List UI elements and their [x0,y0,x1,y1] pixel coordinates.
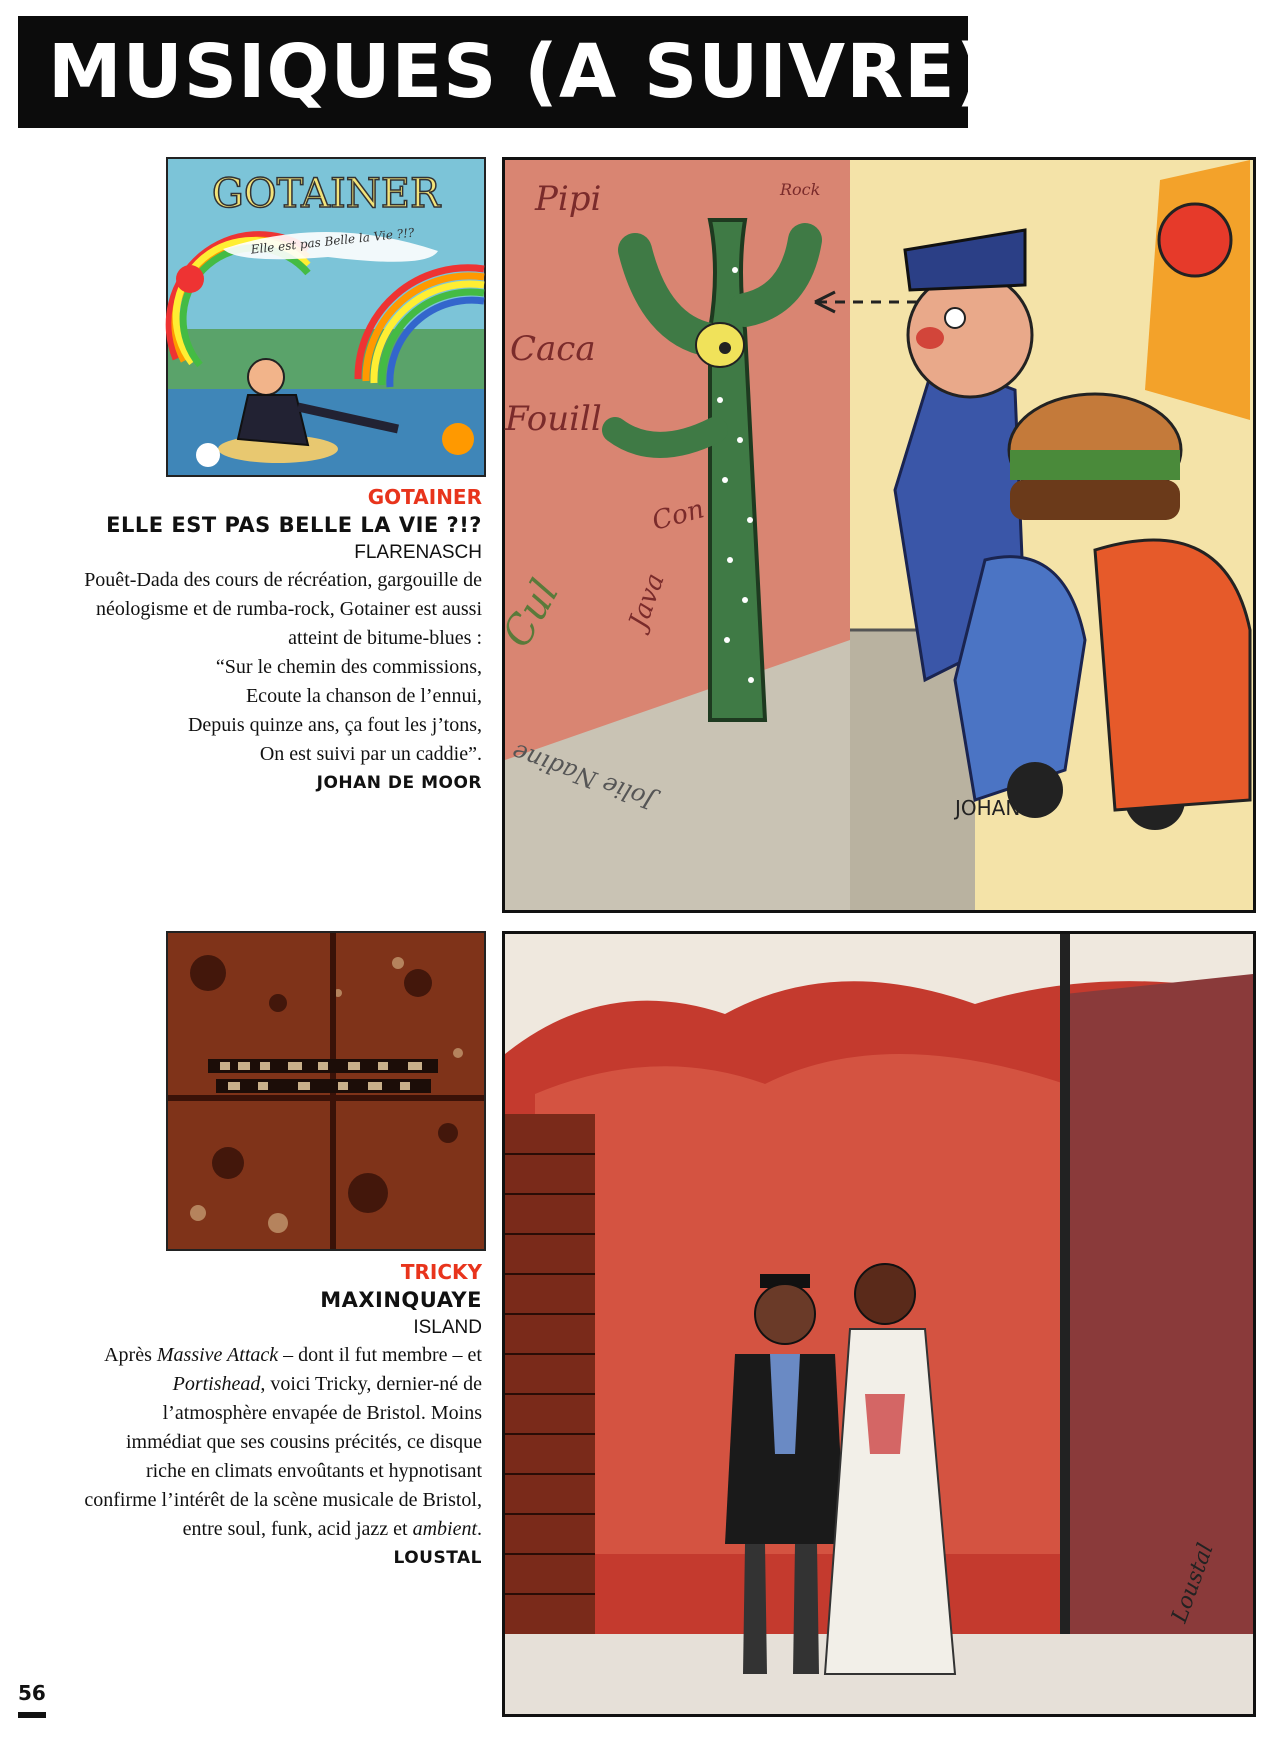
review-artist: TRICKY [400,1260,482,1284]
illustration-signature-johan: JOHAN [955,796,1021,820]
review-album-title: MAXINQUAYE [320,1288,482,1312]
album-cover-gotainer [166,157,486,477]
graffiti-fouill: Fouill [505,399,602,439]
review-body-line: Portishead, voici Tricky, dernier-né de [172,1373,482,1395]
illustration-gotainer [493,157,1256,913]
review-credit: JOHAN DE MOOR [316,773,482,793]
brick-wall [505,1114,595,1674]
review-record-label: FLARENASCH [354,542,482,563]
review-body-line: immédiat que ses cousins précités, ce disque [125,1431,482,1453]
review-credit: LOUSTAL [393,1548,482,1568]
illustration-signature-loustal: Loustal [1167,1540,1219,1627]
graffiti-cul: Cul [493,572,569,655]
review-record-label: ISLAND [413,1317,482,1338]
header-bar [18,16,991,128]
review-body-line: atteint de bitume-blues : [288,627,482,649]
page-number: 56 [18,1681,46,1705]
review-album-title: ELLE EST PAS BELLE LA VIE ?!? [106,513,482,537]
graffiti-jolie-nadine: Jolie Nadine [508,737,659,815]
review-body-line: Depuis quinze ans, ça fout les j’tons, [187,714,482,736]
review-artist: GOTAINER [367,485,482,509]
review-body-line: “Sur le chemin des commissions, [215,656,482,678]
graffiti-pipi: Pipi [535,179,602,219]
review-body-line: Ecoute la chanson de l’ennui, [245,685,482,707]
cover-subtitle: Elle est pas Belle la Vie ?!? [250,225,416,257]
cover-logo: GOTAINER [211,171,441,217]
review-body-line: l’atmosphère envapée de Bristol. Moins [162,1402,482,1424]
page-title: MUSIQUES (A SUIVRE) [48,29,991,115]
illustration-tricky [502,931,1256,1717]
graffiti-con: Con [649,494,708,537]
review-body-line: Après Massive Attack – dont il fut membre – et [104,1344,482,1366]
review-body-line: riche en climats envoûtants et hypnotisant [145,1460,482,1482]
album-cover-tricky [166,931,486,1251]
graffiti-java: Java [623,569,671,633]
review-body-line: confirme l’intérêt de la scène musicale de Bristol, [84,1489,482,1511]
page-number-rule [18,1712,46,1718]
review-body-line: entre soul, funk, acid jazz et ambient. [182,1518,482,1540]
graffiti-caca: Caca [510,329,596,369]
review-body-line: néologisme et de rumba-rock, Gotainer est aussi [96,598,482,620]
review-gotainer [16,485,482,797]
review-tricky [16,1260,482,1572]
graffiti-rock: Rock [780,180,821,199]
review-body-line: Pouêt-Dada des cours de récréation, gargouille de [84,569,482,591]
review-body-line: On est suivi par un caddie”. [259,743,482,765]
